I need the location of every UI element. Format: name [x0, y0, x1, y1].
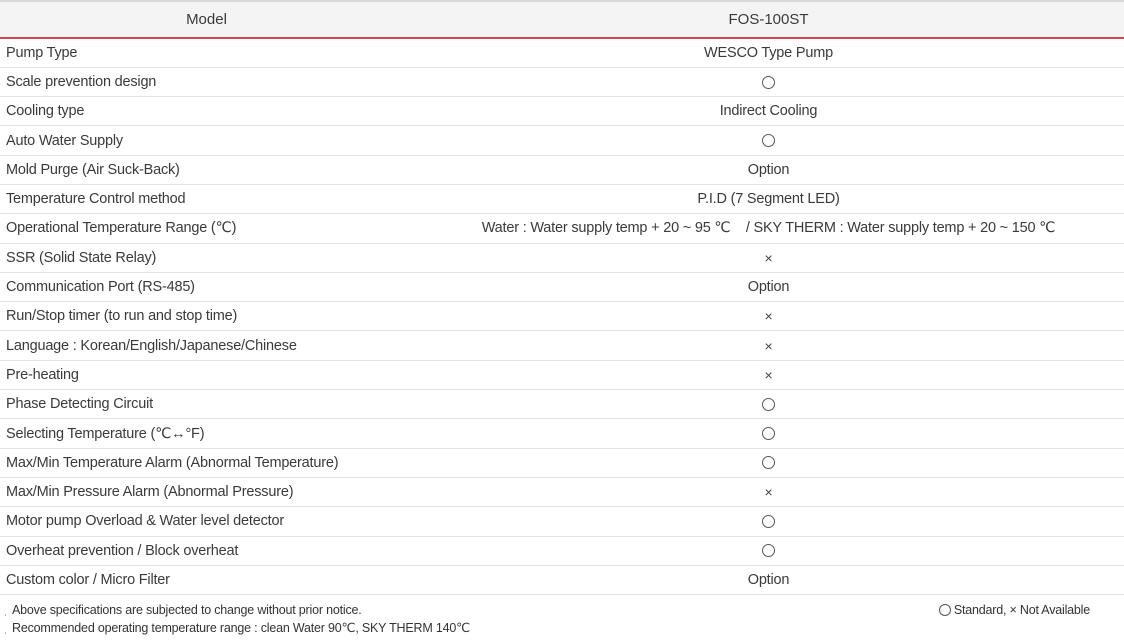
- row-label: Mold Purge (Air Suck-Back): [0, 155, 413, 184]
- legend: [939, 601, 1090, 619]
- legend-text: Standard, × Not Available: [953, 603, 1090, 617]
- header-row: [0, 1, 1124, 38]
- table-row: [0, 331, 1124, 360]
- row-label: Overheat prevention / Block overheat: [0, 536, 413, 565]
- row-value: [413, 477, 1124, 506]
- circle-icon: [762, 427, 775, 440]
- circle-icon: [762, 76, 775, 89]
- row-value: [413, 448, 1124, 477]
- table-row: [0, 565, 1124, 594]
- circle-icon: [762, 544, 775, 557]
- circle-icon: [939, 604, 951, 616]
- row-value: Option: [413, 155, 1124, 184]
- footnote-text: Above specifications are subjected to change without prior notice.: [12, 603, 362, 617]
- cross-icon: ×: [764, 367, 773, 383]
- table-row: [0, 272, 1124, 301]
- row-label: Pre-heating: [0, 360, 413, 389]
- row-label: Operational Temperature Range (℃): [0, 214, 413, 243]
- table-row: [0, 507, 1124, 536]
- row-label: Run/Stop timer (to run and stop time): [0, 302, 413, 331]
- row-label: Language : Korean/English/Japanese/Chinese: [0, 331, 413, 360]
- row-value: [413, 360, 1124, 389]
- row-value: [413, 390, 1124, 419]
- row-value: [413, 67, 1124, 96]
- table-row: [0, 155, 1124, 184]
- row-label: Cooling type: [0, 97, 413, 126]
- table-row: [0, 67, 1124, 96]
- row-label: Max/Min Temperature Alarm (Abnormal Temperature): [0, 448, 413, 477]
- row-label: Temperature Control method: [0, 184, 413, 213]
- circle-icon: [762, 398, 775, 411]
- table-row: [0, 38, 1124, 67]
- circle-icon: [762, 134, 775, 147]
- row-value: Option: [413, 565, 1124, 594]
- footnotes: [0, 601, 1124, 637]
- row-label: Communication Port (RS-485): [0, 272, 413, 301]
- row-label: Phase Detecting Circuit: [0, 390, 413, 419]
- row-label: Motor pump Overload & Water level detector: [0, 507, 413, 536]
- table-row: [0, 184, 1124, 213]
- table-row: [0, 419, 1124, 448]
- row-value: [413, 243, 1124, 272]
- spec-table-header: [0, 1, 1124, 38]
- row-label: Auto Water Supply: [0, 126, 413, 155]
- row-label: Scale prevention design: [0, 67, 413, 96]
- header-model-label: Model: [0, 1, 413, 38]
- table-row: [0, 302, 1124, 331]
- table-row: [0, 390, 1124, 419]
- circle-icon: [762, 515, 775, 528]
- table-row: [0, 448, 1124, 477]
- table-row: [0, 214, 1124, 243]
- row-label: Selecting Temperature (℃↔°F): [0, 419, 413, 448]
- row-value: Water : Water supply temp + 20 ~ 95 ℃ / SKY THERM : Water supply temp + 20 ~ 150 ℃: [413, 214, 1124, 243]
- header-model-value: FOS-100ST: [413, 1, 1124, 38]
- row-value: [413, 331, 1124, 360]
- footnote-2: [0, 619, 1124, 637]
- footnote-bullet: ˌ: [4, 624, 8, 635]
- cross-icon: ×: [764, 337, 773, 354]
- row-value: Indirect Cooling: [413, 97, 1124, 126]
- table-row: [0, 360, 1124, 389]
- cross-icon: ×: [764, 308, 773, 325]
- spec-table-body: [0, 38, 1124, 595]
- table-row: [0, 536, 1124, 565]
- table-row: [0, 243, 1124, 272]
- footnote-bullet: ˌ: [4, 606, 8, 617]
- cross-icon: ×: [764, 484, 773, 501]
- row-value: [413, 302, 1124, 331]
- table-row: [0, 97, 1124, 126]
- row-label: Custom color / Micro Filter: [0, 565, 413, 594]
- row-label: SSR (Solid State Relay): [0, 243, 413, 272]
- footnote-text: Recommended operating temperature range : clean Water 90℃, SKY THERM 140℃: [12, 621, 470, 635]
- row-value: [413, 536, 1124, 565]
- row-value: [413, 419, 1124, 448]
- row-value: [413, 126, 1124, 155]
- row-label: Pump Type: [0, 38, 413, 67]
- table-row: [0, 477, 1124, 506]
- row-value: WESCO Type Pump: [413, 38, 1124, 67]
- cross-icon: ×: [764, 249, 773, 266]
- row-value: [413, 507, 1124, 536]
- row-value: Option: [413, 272, 1124, 301]
- row-value: P.I.D (7 Segment LED): [413, 184, 1124, 213]
- table-row: [0, 126, 1124, 155]
- circle-icon: [762, 456, 775, 469]
- row-label: Max/Min Pressure Alarm (Abnormal Pressure): [0, 477, 413, 506]
